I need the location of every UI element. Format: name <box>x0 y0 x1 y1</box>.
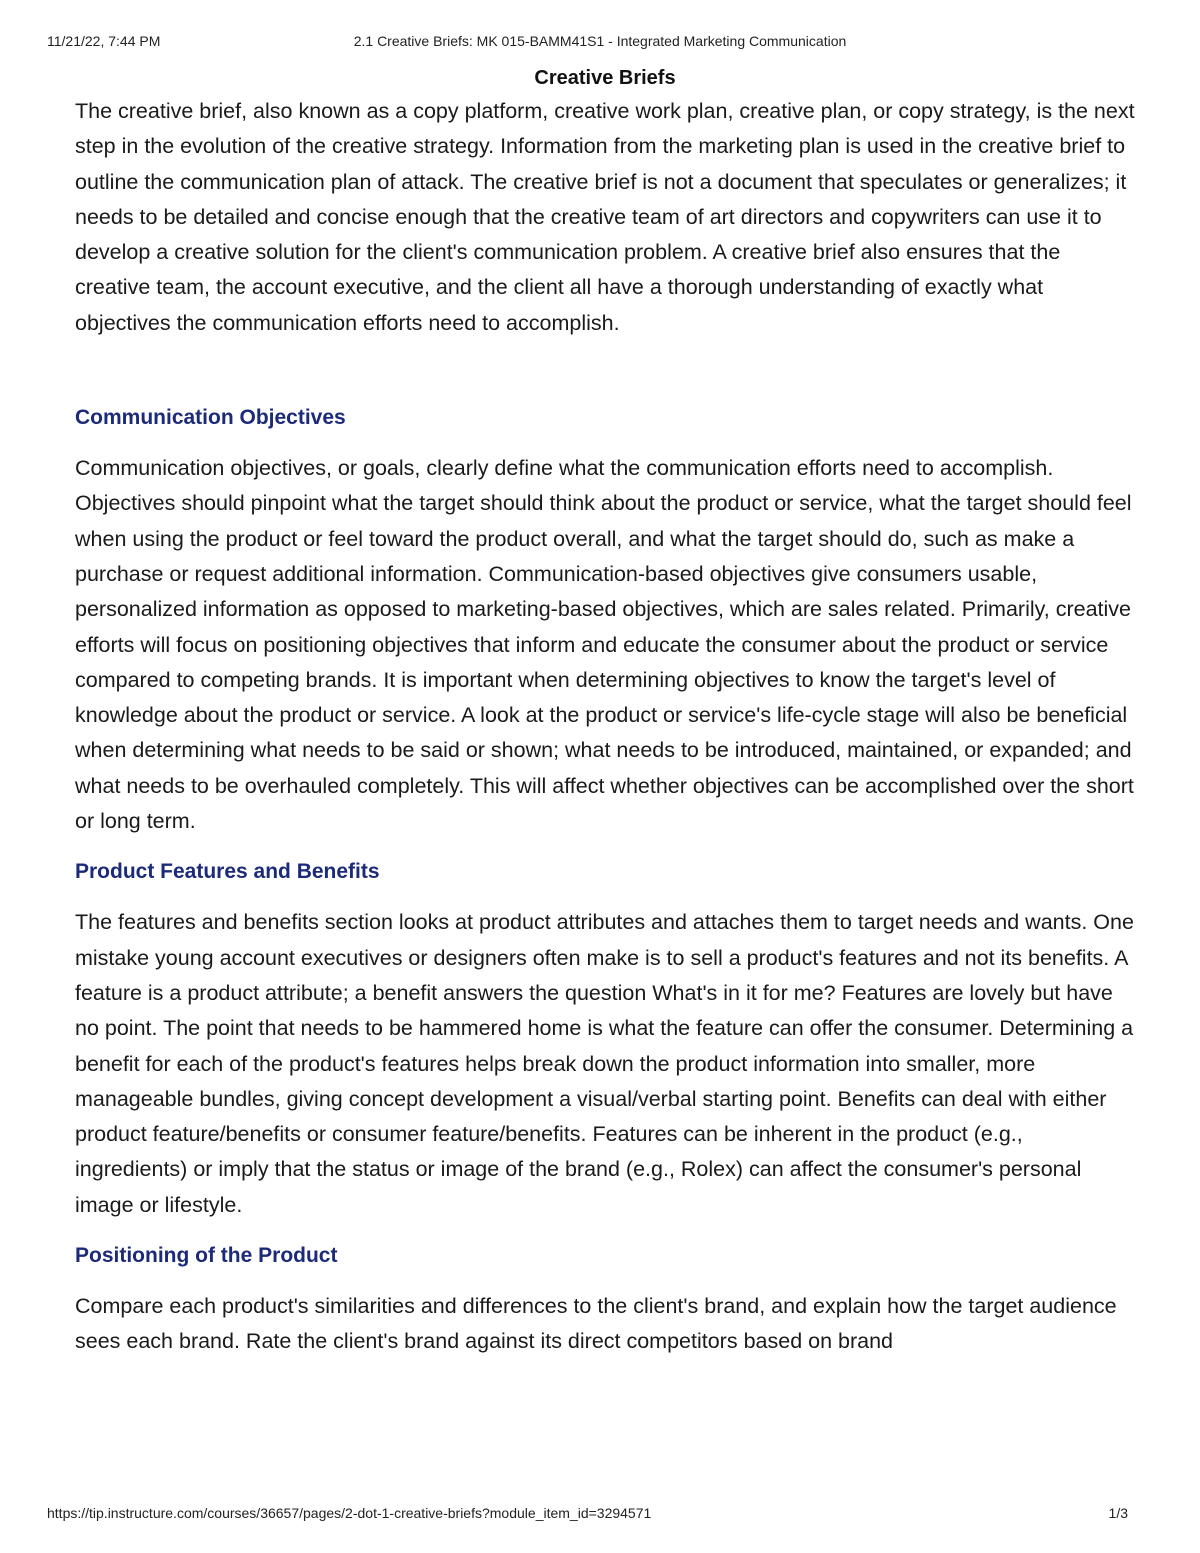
product-features-heading: Product Features and Benefits <box>75 860 380 884</box>
communication-objectives-heading: Communication Objectives <box>75 406 346 430</box>
page-content <box>75 64 1135 1360</box>
page-url: https://tip.instructure.com/courses/36657/pages/2-dot-1-creative-briefs?module_item_id=3294571 <box>47 1505 652 1521</box>
positioning-paragraph: Compare each product's similarities and differences to the client's brand, and explain how the target audience sees each brand. Rate the client's brand against its direct competitors based on brand <box>75 1294 1117 1354</box>
intro-paragraph: The creative brief, also known as a copy platform, creative work plan, creative plan, or copy strategy, is the next step in the evolution of the creative strategy. Information from the marketing plan is used in the creative brief to outline the communication plan of attack. The creative brief is not a document that speculates or generalizes; it needs to be detailed and concise enough that the creative team of art directors and copywriters can use it to develop a creative solution for the client's communication problem. A creative brief also ensures that the creative team, the account executive, and the client all have a thorough understanding of exactly what objectives the communication efforts need to accomplish. <box>75 99 1135 335</box>
print-document-title: 2.1 Creative Briefs: MK 015-BAMM41S1 - Integrated Marketing Communication <box>353 33 847 49</box>
positioning-heading: Positioning of the Product <box>75 1244 338 1268</box>
page-title: Creative Briefs <box>534 67 676 89</box>
print-header <box>0 33 1200 53</box>
communication-objectives-paragraph: Communication objectives, or goals, clearly define what the communication efforts need to accomplish. Objectives should pinpoint what the target should think about the product or service, what the target should feel when using the product or feel toward the product overall, and what the target should do, such as make a purchase or request additional information. Communication-based objectives give consumers usable, personalized information as opposed to marketing-based objectives, which are sales related. Primarily, creative efforts will focus on positioning objectives that inform and educate the consumer about the product or service compared to competing brands. It is important when determining objectives to know the target's level of knowledge about the product or service. A look at the product or service's life-cycle stage will also be beneficial when determining what needs to be said or shown; what needs to be introduced, maintained, or expanded; and what needs to be overhauled completely. This will affect whether objectives can be accomplished over the short or long term. <box>75 456 1134 834</box>
print-footer <box>0 1505 1200 1525</box>
product-features-paragraph: The features and benefits section looks at product attributes and attaches them to target needs and wants. One mistake young account executives or designers often make is to sell a product's features and not its benefits. A feature is a product attribute; a benefit answers the question What's in it for me? Features are lovely but have no point. The point that needs to be hammered home is what the feature can offer the consumer. Determining a benefit for each of the product's features helps break down the product information into smaller, more manageable bundles, giving concept development a visual/verbal starting point. Benefits can deal with either product feature/benefits or consumer feature/benefits. Features can be inherent in the product (e.g., ingredients) or imply that the status or image of the brand (e.g., Rolex) can affect the consumer's personal image or lifestyle. <box>75 910 1134 1217</box>
page-number: 1/3 <box>1108 1505 1128 1521</box>
print-datetime: 11/21/22, 7:44 PM <box>47 33 161 49</box>
